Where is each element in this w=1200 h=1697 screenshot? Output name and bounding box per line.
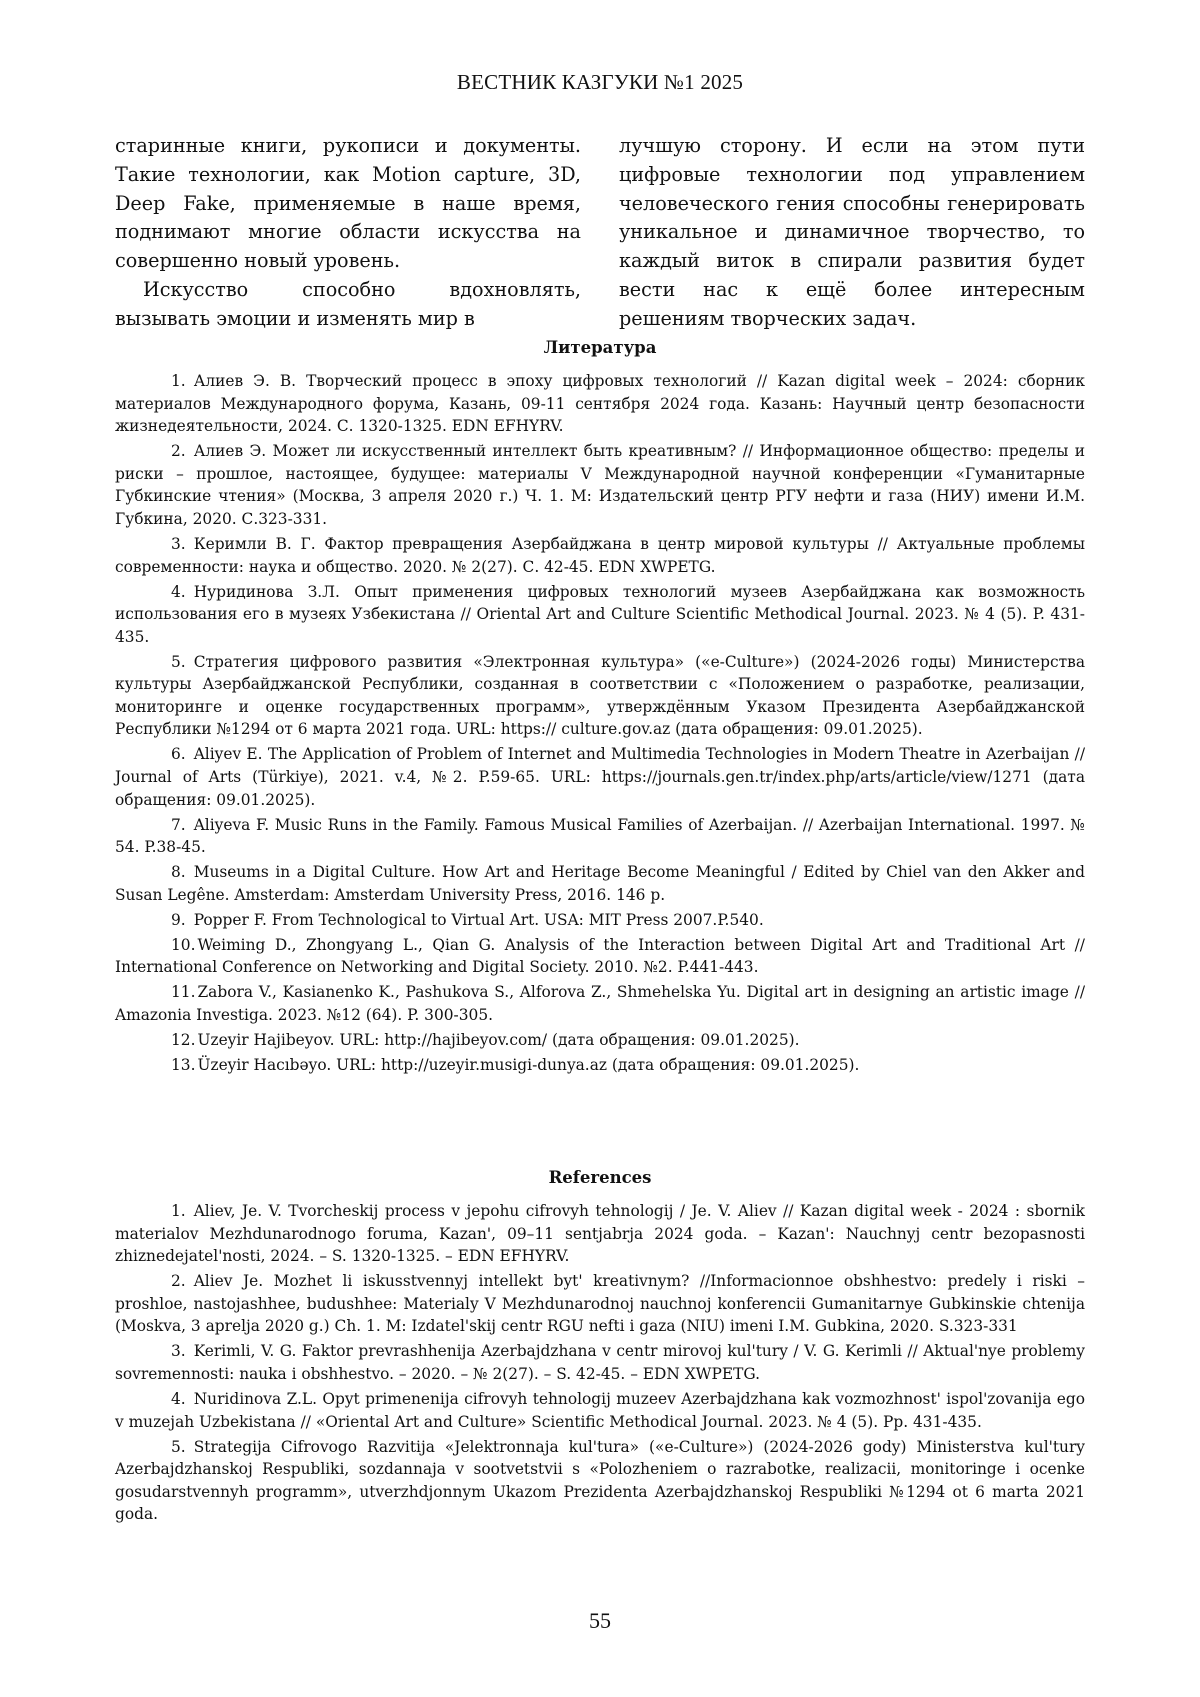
ref-text: Strategija Cifrovogo Razvitija «Jelektronnaja kul'tura» («e-Culture») (2024-2026 gody) Ministerstva kul'tury Azerbajdzhanskoj Respubliki, sozdannaja v sootvetstvii s «Polozheniem o razrabotke, realizacii, monitoringe i ocenke gosudarstvennyh programm», utverzhdjonnym Ukazom Prezidenta Azerbajdzhanskoj Respubliki №1294 ot 6 marta 2021 goda. <box>115 1437 1085 1524</box>
ref-text: Museums in a Digital Culture. How Art and Heritage Become Meaningful / Edited by Chiel van den Akker and Susan Legêne. Amsterdam: Amsterdam University Press, 2016. 146 p. <box>115 863 1085 904</box>
ref-number: 2. <box>171 442 186 461</box>
ref-text: Стратегия цифрового развития «Электронная культура» («e-Culture») (2024-2026 годы) Министерства культуры Азербайджанской Республики, созданная в соответствии с «Положением о разработке, реализации, мониторинге и оценке государственных программ», утверждённым Указом Президента Азербайджанской Республики №1294 от 6 марта 2021 года. URL: https:// culture.gov.az (дата обращения: 09.01.2025). <box>115 652 1085 739</box>
body-text <box>115 132 1085 334</box>
literature-list <box>115 370 1085 1079</box>
ref-text: Nuridinova Z.L. Opyt primenenija cifrovyh tehnologij muzeev Azerbajdzhana kak vozmozhnost' ispol'zovanija ego v muzejah Uzbekistana // «Oriental Art and Culture» Scientific Methodical Journal. 2023. № 4 (5). Pp. 431-435. <box>115 1389 1085 1431</box>
ref-text: Popper F. From Technological to Virtual Art. USA: MIT Press 2007.P.540. <box>193 910 764 929</box>
ref-number: 8. <box>171 863 186 882</box>
ref-number: 1. <box>171 372 186 390</box>
ref-number: 2. <box>171 1272 186 1291</box>
references-list <box>115 1200 1085 1528</box>
ref-number: 12. <box>171 1030 196 1049</box>
ref-number: 10. <box>171 935 196 954</box>
ref-text: Uzeyir Hajibeyov. URL: http://hajibeyov.com/ (дата обращения: 09.01.2025). <box>197 1030 800 1049</box>
ref-number: 3. <box>171 534 186 553</box>
body-paragraph: старинные книги, рукописи и документы. Такие технологии, как Motion capture, 3D, Deep Fake, применяемые в наше время, поднимают многие области искусства на совершенно новый уровень. <box>115 134 581 273</box>
ref-number: 4. <box>171 582 186 601</box>
ref-number: 13. <box>171 1055 196 1074</box>
ref-number: 5. <box>171 652 186 671</box>
ref-number: 7. <box>171 815 186 834</box>
ref-number: 5. <box>171 1437 186 1456</box>
ref-text: Aliev Je. Mozhet li iskusstvennyj intellekt byt' kreativnym? //Informacionnoe obshhestvo: predely i riski – proshloe, nastojashhee, budushhee: Materialy V Mezhdunarodnoj nauchnoj konferencii Gumanitarnye Gubkinskie chtenija (Moskva, 3 aprelja 2020 g.) Ch. 1. M: Izdatel'skij centr RGU nefti i gaza (NIU) imeni I.M. Gubkina, 2020. S.323-331 <box>115 1272 1085 1336</box>
ref-text: Алиев Э. В. Творческий процесс в эпоху цифровых технологий // Kazan digital week – 2024: сборник материалов Международного форума, Казань, 09-11 сентября 2024 года. Казань: Научный центр безопасности жизнедеятельности, 2024. С. 1320-1325. EDN EFHYRV. <box>115 372 1085 436</box>
ref-number: 4. <box>171 1389 186 1408</box>
ref-text: Weiming D., Zhongyang L., Qian G. Analysis of the Interaction between Digital Art and Traditional Art // International Conference on Networking and Digital Society. 2010. №2. P.441-443. <box>115 935 1085 977</box>
ref-number: 1. <box>171 1202 186 1220</box>
ref-text: Aliyev E. The Application of Problem of Internet and Multimedia Technologies in Modern Theatre in Azerbaijan // Journal of Arts (Türkiye), 2021. v.4, №2. P.59-65. URL: https://journals.gen.tr/index.php/arts/article/view/1271 (дата обращения: 09.01.2025). <box>115 745 1085 809</box>
page-number: 55 <box>589 1608 611 1633</box>
ref-text: Üzeyir Hacıbəyo. URL: http://uzeyir.musigi-dunya.az (дата обращения: 09.01.2025). <box>197 1055 860 1074</box>
ref-number: 9. <box>171 910 186 929</box>
ref-text: Нуридинова З.Л. Опыт применения цифровых технологий музеев Азербайджана как возможность использования его в музеях Узбекистана // Oriental Art and Culture Scientific Methodical Journal. 2023. № 4 (5). P. 431-435. <box>115 582 1085 646</box>
ref-text: Kerimli, V. G. Faktor prevrashhenija Azerbajdzhana v centr mirovoj kul'tury / V. G. Kerimli // Aktual'nye problemy sovremennosti: nauka i obshhestvo. – 2020. – № 2(27). – S. 42-45. – EDN XWPETG. <box>115 1342 1085 1383</box>
ref-text: Алиев Э. Может ли искусственный интеллект быть креативным? // Информационное общество: пределы и риски – прошлое, настоящее, будущее: материалы V Международной научной конференции «Гуманитарные Губкинские чтения» (Москва, 3 апреля 2020 г.) Ч. 1. М: Издательский центр РГУ нефти и газа (НИУ) имени И.М. Губкина, 2020. С.323-331. <box>115 442 1085 528</box>
ref-text: Керимли В. Г. Фактор превращения Азербайджана в центр мировой культуры // Актуальные проблемы современности: наука и общество. 2020. № 2(27). С. 42-45. EDN XWPETG. <box>115 534 1085 576</box>
ref-number: 3. <box>171 1342 186 1361</box>
ref-number: 6. <box>171 745 186 764</box>
ref-text: Aliyeva F. Music Runs in the Family. Famous Musical Families of Azerbaijan. // Azerbaijan International. 1997. № 54. P.38-45. <box>115 815 1085 857</box>
ref-number: 11. <box>171 983 196 1002</box>
body-paragraph: Искусство способно вдохновлять, вызывать эмоции и изменять мир в <box>115 277 581 330</box>
body-column-right <box>619 132 1085 334</box>
body-column-left <box>115 132 581 334</box>
references-heading: References <box>548 1168 652 1187</box>
journal-header: ВЕСТНИК КАЗГУКИ №1 2025 <box>456 70 744 94</box>
ref-text: Aliev, Je. V. Tvorcheskij process v jepohu cifrovyh tehnologij / Je. V. Aliev // Kazan digital week - 2024 : sbornik materialov Mezhdunarodnogo foruma, Kazan', 09–11 sentjabrja 2024 goda. – Kazan': Nauchnyj centr bezopasnosti zhiznedejatel'nosti, 2024. – S. 1320-1325. – EDN EFHYRV. <box>115 1202 1085 1266</box>
body-paragraph: лучшую сторону. И если на этом пути цифровые технологии под управлением человеческого гения способны генерировать уникальное и динамичное творчество, то каждый виток в спирали развития будет вести нас к ещё более интересным решениям творческих задач. <box>619 134 1085 330</box>
literature-heading: Литература <box>543 338 657 357</box>
ref-text: Zabora V., Kasianenko K., Pashukova S., Alforova Z., Shmehelska Yu. Digital art in designing an artistic image // Amazonia Investiga. 2023. №12 (64). P. 300-305. <box>115 983 1085 1024</box>
